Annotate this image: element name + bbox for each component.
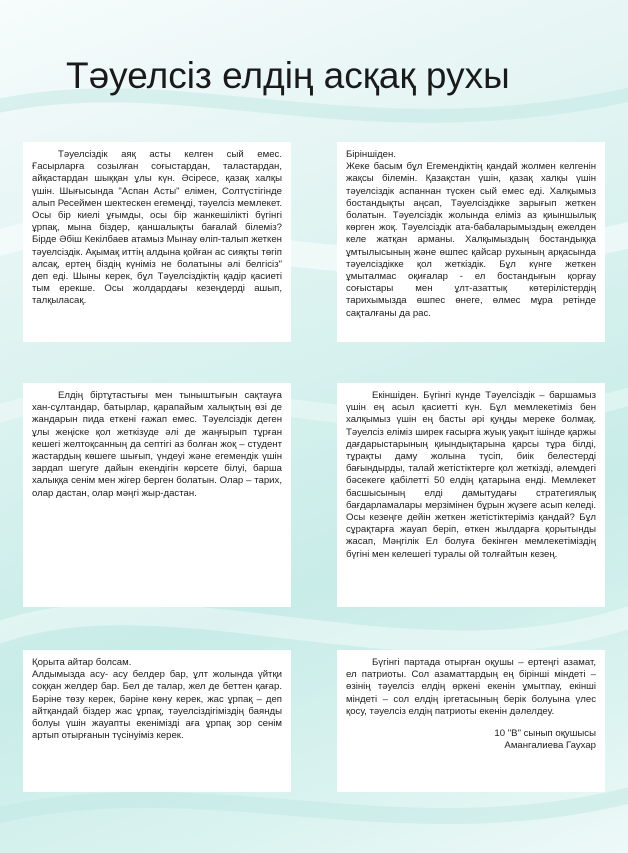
text-panel-conclusion	[23, 650, 291, 792]
text-panel-closing	[337, 650, 605, 792]
text-panel-second	[337, 383, 605, 607]
panel-text: Біріншіден. Жеке басым бұл Егемендіктің қандай жолмен келгенін жақсы білемін. Қазақстан үшін, қазақ халқы үшін тәуелсіздік аспаннан түскен сый емес еді. Халқымыз бостандықты аңсап, Тәуелсіздікке зарығып жеткен болатын. Тәуелсіздік жолында еліміз аз қиыншылық көрген жоқ. Тәуелсіздік ата-бабаларымыздың ежелден келе жатқан арманы. Халқымыздың бостандыққа ұмтылысының және өшпес қайсар рухының арқасында тәуелсіздікке қол жеткіздік. Бұл күнге жеткен ұмыталмас оқиғалар - ел бостандығын қорғау соғыстары мен ұлт-азаттық көтерілістердің тарихымызда өшпес өнеге, өлмес мұра ретінде сақталғаны да рас.	[346, 149, 596, 319]
page-title: Тәуелсіз елдің асқақ рухы	[66, 55, 510, 96]
signature-author: Амангалиева Гаухар	[504, 740, 596, 752]
signature-class: 10 "В" сынып оқушысы	[494, 728, 596, 740]
panel-text: Тәуелсіздік аяқ асты келген сый емес. Ғасырларға созылған соғыстардан, таластардан, айқастардан шыққан ұлы күн. Әсіресе, қазақ халқы үшін. Шығысында "Аспан Асты" елімен, Солтүстігінде алып Ресеймен шектескен егемеңді, тәуелсіз мемлекет. Осы бір киелі ұғымды, осы бір жанкешілікті бүгінгі ұрпақ, мына біздер, қаншалықты бағалай білеміз? Бірде Әбіш Кекілбаев атамыз Мынау өліп-талып жеткен тәуелсіздік. Ақымақ иттің алдына қойған ас сияқты төгіп алсақ, ертең біздің күніміз не болатыны әлі белгісіз" деп еді. Шыны керек, бұл Тәуелсіздіктің қадір қасиеті тым ерекше. Осы жолдардағы кезеңдерді ашып, талқыласақ.	[32, 149, 282, 307]
signature	[346, 728, 596, 752]
text-panel-first	[337, 142, 605, 342]
text-panel-intro	[23, 142, 291, 342]
panel-text: Қорыта айтар болсам. Алдымызда асу- асу белдер бар, ұлт жолында үйтқи соққан желдер бар. Бел де талар, жел де беттен қағар. Бәріне төзу керек, бәріне көну керек, жас ұрпақ – деп айтқандай біздер жас ұрпақ, тәуелсіздігіміздің баянды болуы үшін жауапты екенімізді аға ұрпақ зор сенім артып отырғанын түсінуіміз керек.	[32, 657, 282, 742]
panel-text: Бүгінгі партада отырған оқушы – ертеңгі азамат, ел патриоты. Сол азаматтардың ең бірінші міндеті – өзінің тәуелсіз елдің өркені екенін ұмытпау, екінші міндеті – сол елдің іргетасының берік болуына үлес қосу, тәуелсіз елдің патриоты екенін дәлелдеу.	[346, 657, 596, 717]
panel-text: Елдің біртұтастығы мен тыныштығын сақтауға хан-сұлтандар, батырлар, қарапайым халықтың өзі де жандарын пида еткені ғажап емес. Тәуелсіздік деген ұлы жеңіске қол жеткізуде әлі де жаңғырып тұрған кешегі желтоқсанның да септігі аз болған жоқ – студент жастардың көшеге шығып, үндеуі және егемендік үшін зардап шегуге дайын екендігін көрсете білуі, барша халыққа сенім мен жігер берген болатын. Олар – тарих, олар дастан, олар мәңгі жыр-дастан.	[32, 390, 282, 499]
text-panel-unity	[23, 383, 291, 607]
panel-text: Екіншіден. Бүгінгі күнде Тәуелсіздік – баршамыз үшін ең асыл қасиетті күн. Бұл мемлекетіміз бен халқымыз үшін ең басты әрі қуңды мереке болмақ. Тәуелсіз еліміз ширек ғасырға жуық уақыт ішінде қаржы дағдарыстарының қиындықтарына қарсы тұра білді, тұрақты даму жолына түсіп, биік белестерді бағындырды, талай жетістіктерге қол жеткізді, әлемдегі бәсекеге қабілетті 50 елдің қатарына енді. Мемлекет басшысының елді дамытудағы стратегиялық бағдарламалары мерзімінен бұрын жүзеге асып келеді. Осы кезеңге дейін жеткен жетістіктеріміз қандай? Бұл сұрақтарға жауап беріп, өткен жылдарға қорытынды жасап, Мәңгілік Ел болуға бекінген мемлекетіміздің бүгіні мен келешегі туралы ой толғайтын кезең.	[346, 390, 596, 560]
